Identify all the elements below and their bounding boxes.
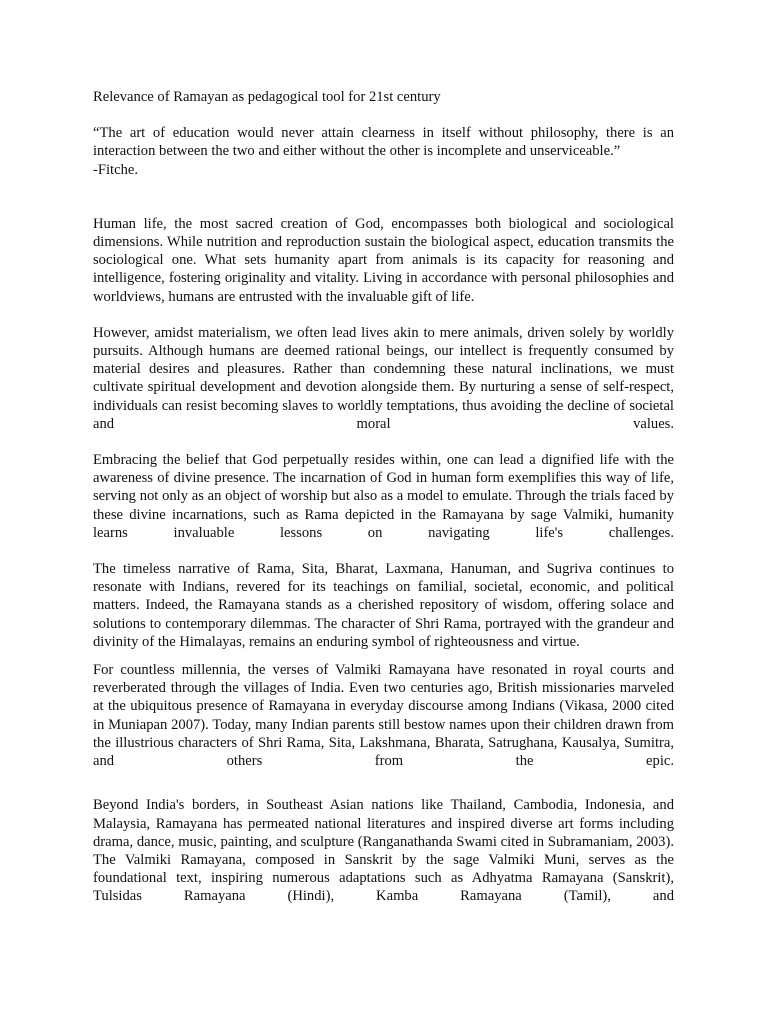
- paragraph-beyond-india: Beyond India's borders, in Southeast Asian nations like Thailand, Cambodia, Indonesia, and Malaysia, Ramayana has permeated national literatures and inspired diverse art forms including drama, dance, music, painting, and sculpture (Ranganathanda Swami cited in Subramaniam, 2003). The Valmiki Ramayana, composed in Sanskrit by the sage Valmiki Muni, serves as the foundational text, inspiring numerous adaptations such as Adhyatma Ramayana (Sanskrit), Tulsidas Ramayana (Hindi), Kamba Ramayana (Tamil), and: [93, 797, 674, 905]
- document-title: Relevance of Ramayan as pedagogical tool for 21st century: [93, 89, 441, 105]
- paragraph-divine-presence: Embracing the belief that God perpetually resides within, one can lead a dignified life with the awareness of divine presence. The incarnation of God in human form exemplifies this way of life, serving not only as an object of worship but also as a model to emulate. Through the trials faced by these divine incarnations, such as Rama depicted in the Ramayana by sage Valmiki, humanity learns invaluable lessons on navigating life's challenges.: [93, 452, 674, 541]
- epigraph-attribution: -Fitche.: [93, 161, 138, 178]
- paragraph-materialism: However, amidst materialism, we often lead lives akin to mere animals, driven solely by worldly pursuits. Although humans are deemed rational beings, our intellect is frequently consumed by material desires and pleasures. Rather than condemning these natural inclinations, we must cultivate spiritual development and devotion alongside them. By nurturing a sense of self-respect, individuals can resist becoming slaves to worldly temptations, thus avoiding the decline of societal and moral values.: [93, 324, 674, 432]
- paragraph-timeless-narrative: The timeless narrative of Rama, Sita, Bharat, Laxmana, Hanuman, and Sugriva continues to resonate with Indians, revered for its teachings on familial, societal, economic, and political matters. Indeed, the Ramayana stands as a cherished repository of wisdom, offering solace and solutions to contemporary dilemmas. The character of Shri Rama, portrayed with the grandeur and divinity of the Himalayas, remains an enduring symbol of righteousness and virtue.: [93, 561, 674, 650]
- paragraph-countless-millennia: For countless millennia, the verses of Valmiki Ramayana have resonated in royal courts and reverberated through the villages of India. Even two centuries ago, British missionaries marveled at the ubiquitous presence of Ramayana in everyday discourse among Indians (Vikasa, 2000 cited in Muniapan 2007). Today, many Indian parents still bestow names upon their children drawn from the illustrious characters of Shri Rama, Sita, Lakshmana, Bharata, Satrughana, Kausalya, Sumitra, and others from the epic.: [93, 662, 674, 770]
- paragraph-human-life: Human life, the most sacred creation of God, encompasses both biological and sociological dimensions. While nutrition and reproduction sustain the biological aspect, education transmits the sociological one. What sets humanity apart from animals is its capacity for reasoning and intelligence, fostering originality and vitality. Living in accordance with personal philosophies and worldviews, humans are entrusted with the invaluable gift of life.: [93, 215, 674, 305]
- epigraph-quote: “The art of education would never attain clearness in itself without philosophy, there is an interaction between the two and either without the other is incomplete and unserviceable.”: [93, 125, 674, 160]
- document-page: [93, 88, 674, 906]
